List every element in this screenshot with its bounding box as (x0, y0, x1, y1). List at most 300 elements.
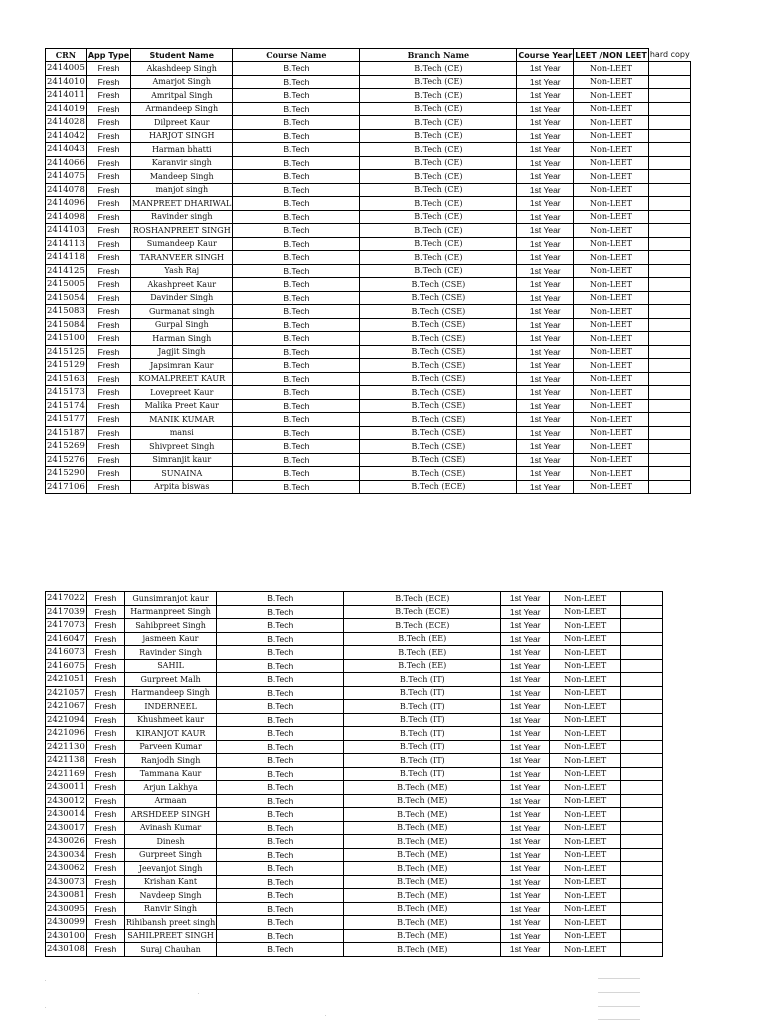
cell-course-year: 1st Year (517, 359, 574, 373)
cell-branch-name: B.Tech (ME) (344, 848, 501, 862)
table-row (46, 862, 663, 876)
header-student-name: Student Name (131, 49, 233, 62)
cell-app-type: Fresh (86, 916, 124, 930)
cell-branch-name: B.Tech (CE) (360, 170, 517, 184)
cell-hard-copy (648, 305, 690, 319)
cell-branch-name: B.Tech (CSE) (360, 372, 517, 386)
cell-student-name: HARJOT SINGH (131, 129, 233, 143)
cell-branch-name: B.Tech (CE) (360, 102, 517, 116)
cell-hard-copy (621, 632, 663, 646)
cell-app-type: Fresh (86, 372, 130, 386)
cell-app-type: Fresh (86, 902, 124, 916)
cell-course-year: 1st Year (517, 251, 574, 265)
table-row (46, 808, 663, 822)
cell-course-year: 1st Year (501, 848, 550, 862)
cell-hard-copy (621, 821, 663, 835)
table-row (46, 480, 691, 494)
cell-leet: Non-LEET (574, 359, 649, 373)
cell-student-name: MANIK KUMAR (131, 413, 233, 427)
cell-crn: 2414113 (47, 238, 85, 249)
cell-crn: 2414103 (47, 225, 85, 236)
table-row (46, 210, 691, 224)
cell-app-type: Fresh (86, 673, 124, 687)
cell-student-name: Khushmeet kaur (124, 713, 216, 727)
cell-student-name: Arpita biswas (131, 480, 233, 494)
table-row (46, 605, 663, 619)
cell-leet: Non-LEET (550, 889, 621, 903)
cell-crn: 2414125 (47, 265, 85, 276)
cell-app-type: Fresh (86, 102, 130, 116)
cell-branch-name: B.Tech (ECE) (344, 592, 501, 606)
cell-course-year: 1st Year (517, 264, 574, 278)
cell-course-name: B.Tech (233, 318, 360, 332)
cell-hard-copy (621, 902, 663, 916)
cell-hard-copy (648, 102, 690, 116)
cell-hard-copy (648, 453, 690, 467)
cell-course-name: B.Tech (233, 156, 360, 170)
cell-app-type: Fresh (86, 210, 130, 224)
cell-crn: 2421067 (47, 701, 85, 712)
cell-course-name: B.Tech (217, 632, 344, 646)
cell-course-year: 1st Year (501, 592, 550, 606)
cell-student-name: MANPREET DHARIWAL (131, 197, 233, 211)
cell-branch-name: B.Tech (CE) (360, 89, 517, 103)
student-table-top (45, 48, 691, 494)
cell-leet: Non-LEET (574, 237, 649, 251)
cell-leet: Non-LEET (550, 592, 621, 606)
cell-student-name: Mandeep Singh (131, 170, 233, 184)
cell-crn: 2415100 (47, 333, 85, 344)
cell-course-name: B.Tech (217, 781, 344, 795)
cell-leet: Non-LEET (574, 116, 649, 130)
cell-branch-name: B.Tech (CSE) (360, 359, 517, 373)
faint-dot (198, 993, 199, 994)
cell-app-type: Fresh (86, 143, 130, 157)
cell-student-name: Shivpreet Singh (131, 440, 233, 454)
cell-course-year: 1st Year (501, 686, 550, 700)
cell-crn: 2415177 (47, 414, 85, 425)
cell-hard-copy (648, 89, 690, 103)
cell-course-year: 1st Year (501, 700, 550, 714)
cell-leet: Non-LEET (574, 372, 649, 386)
faint-dot (45, 980, 46, 981)
cell-student-name: Krishan Kant (124, 875, 216, 889)
cell-hard-copy (621, 740, 663, 754)
cell-student-name: Ravinder Singh (124, 646, 216, 660)
cell-branch-name: B.Tech (CE) (360, 197, 517, 211)
cell-course-name: B.Tech (217, 767, 344, 781)
cell-branch-name: B.Tech (EE) (344, 646, 501, 660)
table-row (46, 673, 663, 687)
cell-app-type: Fresh (86, 345, 130, 359)
cell-app-type: Fresh (86, 700, 124, 714)
cell-course-year: 1st Year (517, 224, 574, 238)
cell-leet: Non-LEET (550, 686, 621, 700)
cell-branch-name: B.Tech (CSE) (360, 453, 517, 467)
cell-hard-copy (648, 480, 690, 494)
cell-branch-name: B.Tech (ECE) (360, 480, 517, 494)
cell-course-year: 1st Year (517, 62, 574, 76)
cell-app-type: Fresh (86, 781, 124, 795)
cell-crn: 2415187 (47, 427, 85, 438)
cell-crn: 2414075 (47, 171, 85, 182)
table-row (46, 659, 663, 673)
cell-app-type: Fresh (86, 264, 130, 278)
cell-course-name: B.Tech (233, 372, 360, 386)
cell-course-year: 1st Year (501, 605, 550, 619)
cell-leet: Non-LEET (574, 170, 649, 184)
cell-app-type: Fresh (86, 116, 130, 130)
cell-app-type: Fresh (86, 929, 124, 943)
cell-leet: Non-LEET (574, 129, 649, 143)
cell-course-year: 1st Year (517, 278, 574, 292)
cell-course-name: B.Tech (217, 902, 344, 916)
cell-crn: 2415005 (47, 279, 85, 290)
cell-branch-name: B.Tech (CSE) (360, 318, 517, 332)
cell-app-type: Fresh (86, 619, 124, 633)
cell-crn: 2430062 (47, 863, 85, 874)
cell-student-name: mansi (131, 426, 233, 440)
cell-branch-name: B.Tech (ME) (344, 916, 501, 930)
cell-course-name: B.Tech (217, 875, 344, 889)
table-row (46, 197, 691, 211)
cell-branch-name: B.Tech (ME) (344, 794, 501, 808)
cell-app-type: Fresh (86, 426, 130, 440)
cell-hard-copy (621, 781, 663, 795)
cell-app-type: Fresh (86, 359, 130, 373)
cell-hard-copy (621, 754, 663, 768)
cell-student-name: Harman bhatti (131, 143, 233, 157)
cell-app-type: Fresh (86, 740, 124, 754)
cell-course-name: B.Tech (217, 727, 344, 741)
cell-leet: Non-LEET (550, 619, 621, 633)
cell-app-type: Fresh (86, 89, 130, 103)
header-crn: CRN (46, 49, 87, 62)
cell-app-type: Fresh (86, 605, 124, 619)
cell-branch-name: B.Tech (CE) (360, 116, 517, 130)
cell-hard-copy (648, 386, 690, 400)
cell-course-name: B.Tech (217, 646, 344, 660)
cell-student-name: TARANVEER SINGH (131, 251, 233, 265)
header-row (46, 49, 691, 62)
cell-student-name: Jagjit Singh (131, 345, 233, 359)
cell-student-name: INDERNEEL (124, 700, 216, 714)
cell-leet: Non-LEET (574, 332, 649, 346)
cell-hard-copy (648, 75, 690, 89)
cell-branch-name: B.Tech (ME) (344, 808, 501, 822)
cell-app-type: Fresh (86, 754, 124, 768)
cell-leet: Non-LEET (574, 156, 649, 170)
header-course-year: Course Year (518, 50, 573, 60)
table-row (46, 916, 663, 930)
cell-course-name: B.Tech (233, 251, 360, 265)
cell-student-name: Ranvir Singh (124, 902, 216, 916)
cell-student-name: Dinesh (124, 835, 216, 849)
cell-course-year: 1st Year (517, 453, 574, 467)
cell-course-name: B.Tech (217, 835, 344, 849)
cell-student-name: KOMALPREET KAUR (131, 372, 233, 386)
cell-course-year: 1st Year (501, 821, 550, 835)
cell-branch-name: B.Tech (CSE) (360, 278, 517, 292)
table-row (46, 619, 663, 633)
cell-course-name: B.Tech (233, 359, 360, 373)
cell-course-year: 1st Year (517, 156, 574, 170)
table-row (46, 929, 663, 943)
cell-crn: 2416075 (47, 660, 85, 671)
cell-course-name: B.Tech (233, 399, 360, 413)
cell-app-type: Fresh (86, 318, 130, 332)
cell-course-name: B.Tech (217, 740, 344, 754)
cell-crn: 2415174 (47, 400, 85, 411)
cell-student-name: Tammana Kaur (124, 767, 216, 781)
cell-leet: Non-LEET (550, 929, 621, 943)
cell-course-name: B.Tech (233, 210, 360, 224)
cell-app-type: Fresh (86, 686, 124, 700)
cell-course-name: B.Tech (217, 700, 344, 714)
table-row (46, 632, 663, 646)
cell-student-name: Akashpreet Kaur (131, 278, 233, 292)
cell-course-year: 1st Year (517, 183, 574, 197)
cell-app-type: Fresh (86, 767, 124, 781)
table-row (46, 183, 691, 197)
cell-course-year: 1st Year (501, 740, 550, 754)
cell-branch-name: B.Tech (CSE) (360, 305, 517, 319)
cell-hard-copy (621, 875, 663, 889)
faint-rule (598, 1006, 640, 1007)
cell-crn: 2430100 (47, 930, 85, 941)
cell-student-name: Gurpal Singh (131, 318, 233, 332)
cell-student-name: Gunsimranjot kaur (124, 592, 216, 606)
cell-branch-name: B.Tech (CE) (360, 237, 517, 251)
cell-hard-copy (621, 713, 663, 727)
cell-crn: 2415173 (47, 387, 85, 398)
cell-course-year: 1st Year (501, 875, 550, 889)
cell-app-type: Fresh (86, 821, 124, 835)
cell-course-year: 1st Year (517, 399, 574, 413)
cell-crn: 2414005 (47, 63, 85, 74)
cell-crn: 2414078 (47, 184, 85, 195)
table-row (46, 440, 691, 454)
cell-course-name: B.Tech (233, 129, 360, 143)
cell-branch-name: B.Tech (ECE) (344, 619, 501, 633)
cell-hard-copy (648, 332, 690, 346)
table-row (46, 794, 663, 808)
cell-app-type: Fresh (86, 659, 124, 673)
cell-branch-name: B.Tech (CSE) (360, 345, 517, 359)
cell-crn: 2421057 (47, 687, 85, 698)
table-row (46, 224, 691, 238)
cell-hard-copy (621, 646, 663, 660)
table-row (46, 835, 663, 849)
cell-student-name: Simranjit kaur (131, 453, 233, 467)
cell-crn: 2430026 (47, 836, 85, 847)
table-row (46, 372, 691, 386)
cell-app-type: Fresh (86, 129, 130, 143)
cell-app-type: Fresh (86, 413, 130, 427)
cell-student-name: Amritpal Singh (131, 89, 233, 103)
cell-crn: 2415290 (47, 468, 85, 479)
cell-course-name: B.Tech (217, 916, 344, 930)
table-row (46, 62, 691, 76)
cell-app-type: Fresh (86, 875, 124, 889)
cell-leet: Non-LEET (550, 713, 621, 727)
cell-leet: Non-LEET (574, 413, 649, 427)
cell-course-name: B.Tech (233, 143, 360, 157)
cell-crn: 2415129 (47, 360, 85, 371)
cell-student-name: Davinder Singh (131, 291, 233, 305)
cell-student-name: KIRANJOT KAUR (124, 727, 216, 741)
cell-crn: 2414010 (47, 76, 85, 87)
cell-app-type: Fresh (86, 399, 130, 413)
cell-hard-copy (621, 686, 663, 700)
cell-leet: Non-LEET (574, 291, 649, 305)
cell-app-type: Fresh (86, 332, 130, 346)
cell-leet: Non-LEET (574, 480, 649, 494)
cell-student-name: Gurmanat singh (131, 305, 233, 319)
cell-leet: Non-LEET (574, 440, 649, 454)
cell-crn: 2430073 (47, 876, 85, 887)
cell-app-type: Fresh (86, 592, 124, 606)
cell-hard-copy (621, 767, 663, 781)
cell-crn: 2415084 (47, 319, 85, 330)
cell-hard-copy (648, 440, 690, 454)
table-row (46, 386, 691, 400)
cell-app-type: Fresh (86, 440, 130, 454)
cell-crn: 2417022 (47, 593, 85, 604)
cell-course-year: 1st Year (517, 467, 574, 481)
cell-leet: Non-LEET (550, 646, 621, 660)
cell-course-year: 1st Year (501, 862, 550, 876)
cell-student-name: Ravinder singh (131, 210, 233, 224)
cell-course-name: B.Tech (217, 862, 344, 876)
cell-hard-copy (648, 426, 690, 440)
cell-course-year: 1st Year (501, 794, 550, 808)
cell-student-name: Jeevanjot Singh (124, 862, 216, 876)
cell-course-year: 1st Year (501, 767, 550, 781)
table-row (46, 156, 691, 170)
cell-leet: Non-LEET (550, 767, 621, 781)
table-row (46, 781, 663, 795)
cell-app-type: Fresh (86, 646, 124, 660)
cell-course-year: 1st Year (517, 305, 574, 319)
cell-hard-copy (648, 224, 690, 238)
cell-student-name: Dilpreet Kaur (131, 116, 233, 130)
cell-leet: Non-LEET (550, 848, 621, 862)
cell-crn: 2421096 (47, 728, 85, 739)
cell-branch-name: B.Tech (ME) (344, 781, 501, 795)
cell-leet: Non-LEET (550, 740, 621, 754)
cell-student-name: manjot singh (131, 183, 233, 197)
table-row (46, 129, 691, 143)
cell-hard-copy (648, 116, 690, 130)
cell-branch-name: B.Tech (CE) (360, 156, 517, 170)
cell-branch-name: B.Tech (ME) (344, 943, 501, 957)
table-row (46, 345, 691, 359)
cell-course-name: B.Tech (217, 808, 344, 822)
cell-crn: 2421169 (47, 768, 85, 779)
cell-hard-copy (621, 605, 663, 619)
cell-hard-copy (621, 808, 663, 822)
table-row (46, 399, 691, 413)
cell-branch-name: B.Tech (ME) (344, 835, 501, 849)
cell-student-name: Sumandeep Kaur (131, 237, 233, 251)
cell-crn: 2415054 (47, 292, 85, 303)
cell-app-type: Fresh (86, 75, 130, 89)
cell-app-type: Fresh (86, 224, 130, 238)
cell-crn: 2430017 (47, 822, 85, 833)
table-row (46, 889, 663, 903)
cell-course-name: B.Tech (217, 821, 344, 835)
cell-leet: Non-LEET (574, 89, 649, 103)
cell-app-type: Fresh (86, 727, 124, 741)
cell-crn: 2414066 (47, 157, 85, 168)
cell-crn: 2430081 (47, 890, 85, 901)
cell-student-name: Japsimran Kaur (131, 359, 233, 373)
cell-branch-name: B.Tech (ME) (344, 929, 501, 943)
cell-hard-copy (621, 835, 663, 849)
cell-crn: 2430034 (47, 849, 85, 860)
cell-hard-copy (621, 794, 663, 808)
cell-course-name: B.Tech (233, 305, 360, 319)
cell-app-type: Fresh (86, 467, 130, 481)
cell-hard-copy (648, 129, 690, 143)
header-branch-name: Branch Name (360, 49, 517, 62)
cell-hard-copy (648, 183, 690, 197)
cell-course-year: 1st Year (517, 102, 574, 116)
cell-app-type: Fresh (86, 237, 130, 251)
cell-app-type: Fresh (86, 251, 130, 265)
cell-hard-copy (648, 251, 690, 265)
cell-hard-copy (648, 291, 690, 305)
cell-student-name: Ranjodh Singh (124, 754, 216, 768)
cell-app-type: Fresh (86, 291, 130, 305)
cell-course-year: 1st Year (501, 646, 550, 660)
cell-leet: Non-LEET (574, 251, 649, 265)
cell-app-type: Fresh (86, 386, 130, 400)
cell-course-name: B.Tech (217, 889, 344, 903)
student-table-bottom (45, 591, 663, 957)
cell-leet: Non-LEET (550, 808, 621, 822)
table-row (46, 875, 663, 889)
cell-course-name: B.Tech (233, 197, 360, 211)
cell-course-name: B.Tech (233, 480, 360, 494)
cell-app-type: Fresh (86, 713, 124, 727)
cell-course-name: B.Tech (217, 686, 344, 700)
cell-leet: Non-LEET (574, 210, 649, 224)
cell-branch-name: B.Tech (CE) (360, 210, 517, 224)
cell-branch-name: B.Tech (ME) (344, 875, 501, 889)
cell-course-name: B.Tech (233, 467, 360, 481)
cell-branch-name: B.Tech (CSE) (360, 440, 517, 454)
cell-student-name: Harmandeep Singh (124, 686, 216, 700)
header-course-name: Course Name (233, 49, 360, 62)
table-row (46, 727, 663, 741)
cell-hard-copy (621, 700, 663, 714)
cell-course-year: 1st Year (501, 835, 550, 849)
cell-student-name: Navdeep Singh (124, 889, 216, 903)
table-row (46, 359, 691, 373)
cell-course-name: B.Tech (217, 592, 344, 606)
cell-course-name: B.Tech (233, 440, 360, 454)
cell-course-year: 1st Year (517, 75, 574, 89)
cell-course-year: 1st Year (501, 659, 550, 673)
cell-hard-copy (648, 197, 690, 211)
cell-course-year: 1st Year (501, 754, 550, 768)
cell-leet: Non-LEET (550, 700, 621, 714)
table-row (46, 143, 691, 157)
cell-crn: 2416073 (47, 647, 85, 658)
cell-branch-name: B.Tech (IT) (344, 673, 501, 687)
